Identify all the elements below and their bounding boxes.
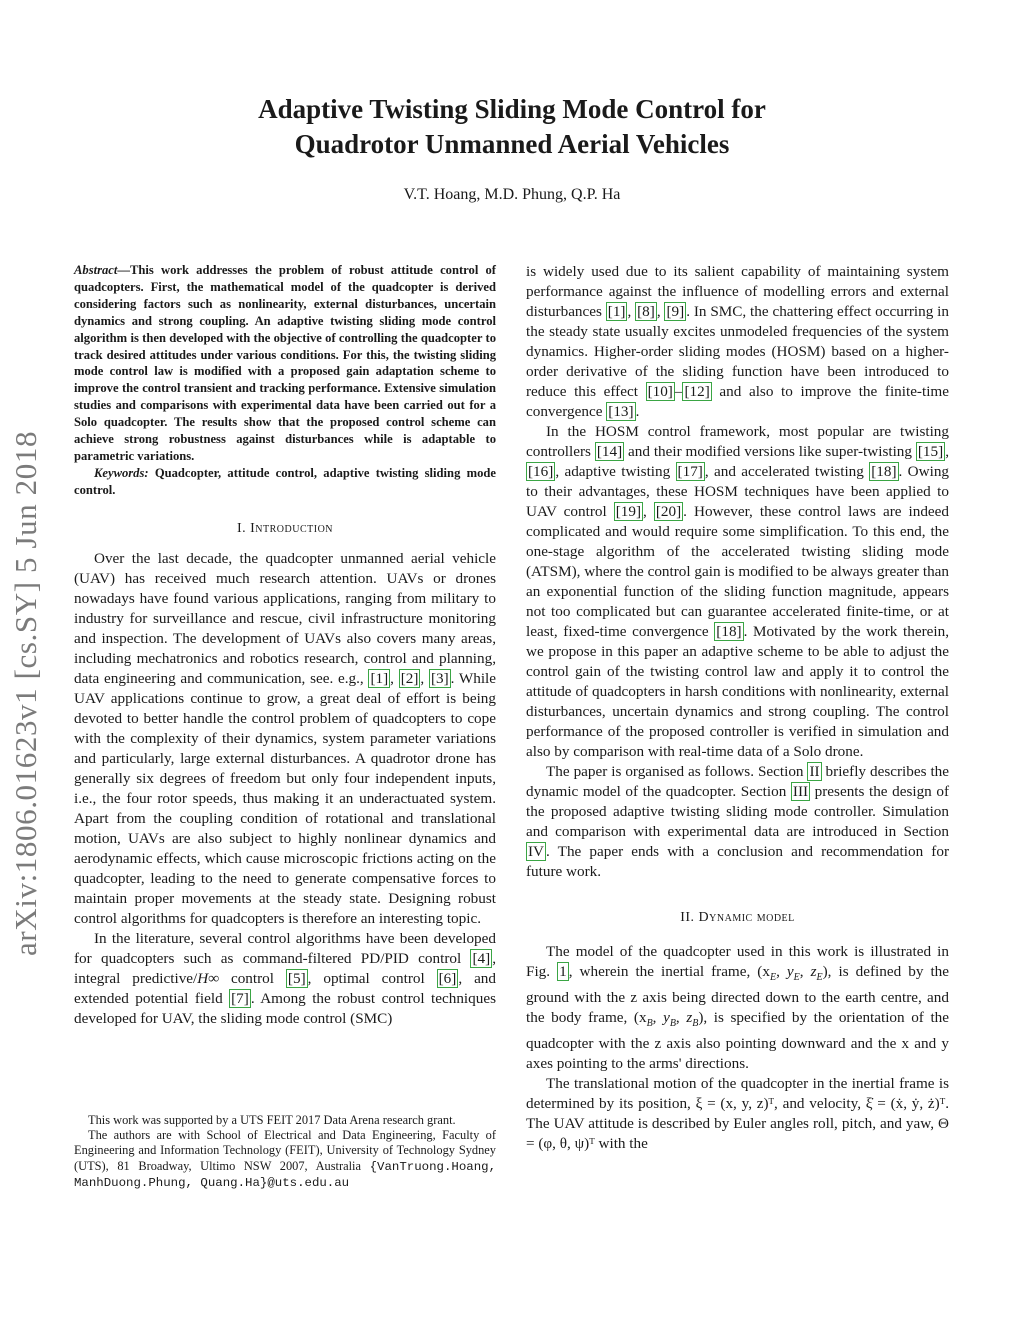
citation-10[interactable]: [10]: [647, 383, 673, 400]
intro-p2-text-b: , integral predictive/: [74, 949, 496, 987]
citation-18b[interactable]: [18]: [716, 623, 742, 640]
intro-paragraph-5: [526, 762, 949, 882]
citation-5[interactable]: [5]: [287, 969, 306, 987]
citation-18[interactable]: [18]: [871, 463, 897, 480]
footnote-affiliation: [74, 1128, 496, 1191]
intro-p5-text-a: The paper is organised as follows. Section: [546, 763, 808, 780]
citation-3[interactable]: [3]: [430, 669, 449, 687]
abstract-label: Abstract: [74, 263, 118, 277]
dm-p1-text-c: ), is defined by the ground with the z axis being directed down to the earth centre, and the body frame, (x: [526, 963, 950, 1027]
footnote-funding: This work was supported by a UTS FEIT 2017 Data Arena research grant.: [88, 1113, 456, 1127]
paper-title: [150, 92, 874, 162]
dm-p1-text-b: , wherein the inertial frame, (x: [568, 963, 770, 980]
intro-p3-text-b: . In SMC, the chattering effect occurring in the steady state usually excites unmodeled frequencies of the system dynamics. Higher-order sliding modes (HOSM) based on a higher-order derivative of the sliding function have been introduced to reduce this effect: [526, 303, 949, 400]
citation-15[interactable]: [15]: [917, 443, 944, 460]
intro-p4-text-c: , adaptive twisting: [555, 463, 676, 480]
h-infinity-symbol: H∞: [197, 969, 220, 987]
intro-p2-text-a: In the literature, several control algorithms have been developed for quadcopters such as command-filtered PD/PID control: [74, 929, 496, 967]
intro-p3-text-c: and also to improve the finite-time convergence: [526, 383, 949, 420]
intro-p2-text-f: . Among the robust control techniques developed for UAV, the sliding mode control (SMC): [74, 989, 496, 1027]
keywords-label: Keywords:: [94, 465, 149, 480]
author-emails[interactable]: {VanTruong.Hoang, ManhDuong.Phung, Quang.Ha}@uts.edu.au: [74, 1159, 496, 1190]
keywords-list: Quadcopter, attitude control, adaptive twisting sliding mode control.: [74, 465, 496, 497]
abstract: [74, 262, 496, 499]
citation-14[interactable]: [14]: [596, 443, 623, 460]
arxiv-identifier[interactable]: arXiv:1806.01623v1 [cs.SY] 5 Jun 2018: [8, 430, 43, 956]
citation-19[interactable]: [19]: [615, 503, 642, 520]
section-link-4[interactable]: IV: [528, 843, 545, 860]
footnote-affiliation-text: The authors are with School of Electrical and Data Engineering, Faculty of Engineering and Information Technology (FEIT), University of Technology Sydney (UTS), 81 Broadway, Ultimo NSW 2007, Australia: [74, 1128, 496, 1173]
citation-20[interactable]: [20]: [655, 503, 682, 520]
citation-17[interactable]: [17]: [677, 463, 703, 480]
intro-p4-text-b: and their modified versions like super-twisting: [624, 443, 916, 460]
citation-4[interactable]: [4]: [472, 949, 491, 967]
author-list: V.T. Hoang, M.D. Phung, Q.P. Ha: [403, 186, 621, 203]
intro-p2-text-d: , optimal control: [307, 969, 437, 987]
intro-p5-text-b: briefly describes the dynamic model of the quadcopter. Section: [526, 763, 949, 800]
dm-p1-text-d: ), is specified by the orientation of the quadcopter with the z axis also pointing downward and the x and y axes pointing to the arms' directions.: [526, 1009, 950, 1073]
footnote: [74, 1113, 496, 1191]
intro-paragraph-2: [74, 929, 496, 1029]
intro-p5-text-d: . The paper ends with a conclusion and recommendation for future work.: [526, 843, 949, 880]
intro-p1-text-a: Over the last decade, the quadcopter unmanned aerial vehicle (UAV) has received much research attention. UAVs or drones nowadays have found various applications, ranging from military to industry for surveillance and rescue, civil infrastructure monitoring and inspection. The development of UAVs also covers many areas, including mechatronics and robotics research, control and planning, data engineering and communication, see. e.g.,: [74, 549, 496, 687]
intro-p4-text-d: , and accelerated twisting: [704, 463, 870, 480]
citation-16[interactable]: [16]: [528, 463, 554, 480]
abstract-body: —This work addresses the problem of robust attitude control of quadcopters. First, the mathematical model of the quadcopter is derived considering factors such as nonlinearity, external disturbances, uncertain dynamics and strong coupling. An adaptive twisting sliding mode control algorithm is then developed with the objective of controlling the quadcopter to track desired attitudes under various conditions. For this, the twisting sliding mode control law is modified with a proposed gain adaptation scheme to improve the control transient and tracking performance. Extensive simulation studies and comparisons with experimental data have been carried out for a Solo quadcopter. The results show that the proposed control scheme can achieve strong robustness against disturbances while is adaptable to parametric variations.: [74, 263, 496, 463]
figure-link-1[interactable]: 1: [559, 963, 567, 980]
intro-p4-text-a: In the HOSM control framework, most popular are twisting controllers: [526, 423, 949, 460]
intro-p4-text-g: . Motivated by the work therein, we propose in this paper an adaptive scheme to be able to adjust the control gain of the twisting control law and apply it to control the attitude of quadcopters in harsh conditions with nonlinearity, external disturbances, uncertain dynamics and strong coupling. The control performance of the proposed controller is verified in simulation and also by comparison with real-time data of a Solo drone.: [526, 623, 950, 760]
intro-paragraph-1: Over the last decade, the quadcopter unmanned aerial vehicle (UAV) has received much research attention. UAVs or drones nowadays have found various applications, ranging from military to industry for surveillance and rescue, civil infrastructure monitoring and inspection. The development of UAVs also covers many areas, including mechatronics and robotics research, control and planning, data engineering and communication, see. e.g., [1] , [2] , [3] . While UAV applications continue to grow, a great deal of effort is being devoted to better handle the control problem of quadcopters to cope with the complexity of their dynamics, system parameter variations and particularly, large external disturbances. A quadrotor drone has generally six degrees of freedom but only four independent inputs, i.e., the four rotor speeds, thus making it an underactuated system. Apart from the coupling condition of rotational and translational motion, UAVs are also subject to highly nonlinear dynamics and aerodynamic effects, which cause microscopic frictions acting on the quadcopter, leading to the need to generate compensative forces to maintain proper movements at the steady state. Designing robust control algorithms for quadcopters is therefore an interesting topic.: [74, 549, 497, 927]
dynamic-model-paragraph-1: The model of the quadcopter used in this work is illustrated in Fig. 1 , wherein the inertial frame, ($x_E$, $y_E$, $z_E$), is defined by the ground with the z axis being directed down to the earth centre, and the body frame, ($x_B$, $y_B$, $z_B$), is specified by the orientation of the quadcopter with the z axis also pointing downward and the x and y axes pointing to the arms' directions.: [526, 943, 950, 1073]
title-line-2: Quadrotor Unmanned Aerial Vehicles: [294, 129, 730, 159]
intro-p4-text-e: . Owing to their advantages, these HOSM techniques have been applied to UAV control: [526, 463, 950, 520]
title-line-1: Adaptive Twisting Sliding Mode Control for: [258, 94, 766, 124]
citation-7[interactable]: [7]: [231, 989, 249, 1007]
dm-p1-text-a: The model of the quadcopter used in this work is illustrated in Fig.: [526, 943, 949, 980]
keywords: [74, 465, 496, 499]
citation-6[interactable]: [6]: [438, 969, 457, 987]
citation-13[interactable]: [13]: [608, 403, 634, 420]
section-heading-dynamic-model: II. Dynamic model: [680, 910, 795, 925]
intro-p5-text-c: presents the design of the proposed adaptive twisting sliding mode controller. Simulation and comparison with experimental data are introduced in Section: [526, 783, 949, 840]
abstract-text: [74, 262, 496, 465]
citation-1[interactable]: [1]: [370, 669, 389, 687]
citation-2[interactable]: [2]: [400, 669, 419, 687]
intro-paragraph-3: is widely used due to its salient capability of maintaining system performance against the influence of modelling errors and external disturbances [1] , [8] , [9] . In SMC, the chattering effect occurring in the steady state usually excites unmodeled frequencies of the system dynamics. Higher-order sliding modes (HOSM) based on a higher-order derivative of the sliding function have been introduced to reduce this effect [10] – [12] and also to improve the finite-time convergence [13] .: [526, 263, 949, 420]
intro-p1-text-b: While UAV applications continue to grow, a great deal of effort is being devoted to better handle the control problem of quadcopters to cope with the complexity of their dynamics, system parameter variations and particularly, large external disturbances. A quadrotor drone has generally six degrees of freedom but only four independent inputs, i.e., the four rotor speeds, thus making it an underactuated system. Apart from the coupling condition of rotational and translational motion, UAVs are also subject to highly nonlinear dynamics and aerodynamic effects, which cause microscopic frictions acting on the quadcopter, leading to the need to generate compensative forces to maintain proper movements at the steady state. Designing robust control algorithms for quadcopters is therefore an interesting topic.: [74, 669, 497, 927]
right-column: [526, 262, 949, 1154]
intro-p2-text-e: , and extended potential field: [74, 969, 496, 1007]
intro-paragraph-4: In the HOSM control framework, most popular are twisting controllers [14] and their modified versions like super-twisting [15] , [16] , adaptive twisting [17] , and accelerated twisting [18] . Owing to their advantages, these HOSM techniques have been applied to UAV control [19] , [20] . However, these control laws are indeed complicated and would require some simplification. To this end, the one-stage algorithm of the accelerated twisting sliding mode (ATSM), where the control gain is modified to be always greater than an exponential function of the sliding function magnitude, appears not too complicated but can guarantee accelerated finite-time, or at least, fixed-time convergence [18] . Motivated by the work therein, we propose in this paper an adaptive scheme to be able to adjust the control gain of the twisting control law and apply it to control the attitude of quadcopters in harsh conditions with nonlinearity, external disturbances, uncertain dynamics and strong coupling. The control performance of the proposed controller is verified in simulation and also by comparison with real-time data of a Solo drone.: [526, 423, 950, 760]
dynamic-model-paragraph-2: The translational motion of the quadcopter in the inertial frame is determined by its position, ξ = (x, y, z)ᵀ, and velocity, ξ̇ = (ẋ, ẏ, ż)ᵀ. The UAV attitude is described by Euler angles roll, pitch, and yaw, Θ = (φ, θ, ψ)ᵀ with the: [526, 1075, 949, 1153]
section-link-2[interactable]: II: [809, 763, 820, 780]
citation-12[interactable]: [12]: [684, 383, 710, 400]
intro-p2-text-c: control: [219, 969, 286, 987]
citation-9[interactable]: [9]: [666, 303, 685, 320]
left-column: [74, 262, 496, 1029]
section-link-3[interactable]: III: [792, 783, 809, 800]
citation-8[interactable]: [8]: [637, 303, 655, 320]
intro-p3-text-a: is widely used due to its salient capability of maintaining system performance against the influence of modelling errors and external disturbances: [526, 263, 949, 320]
intro-p4-text-f: . However, these control laws are indeed complicated and would require some simplification. To this end, the one-stage algorithm of the accelerated twisting sliding mode (ATSM), where the control gain is modified to be always greater than an exponential function of the sliding function magnitude, appears not too complicated but can guarantee accelerated finite-time, or at least, fixed-time convergence: [526, 503, 949, 640]
section-heading-introduction: I. Introduction: [236, 520, 334, 536]
citation-1b[interactable]: [1]: [607, 303, 626, 320]
